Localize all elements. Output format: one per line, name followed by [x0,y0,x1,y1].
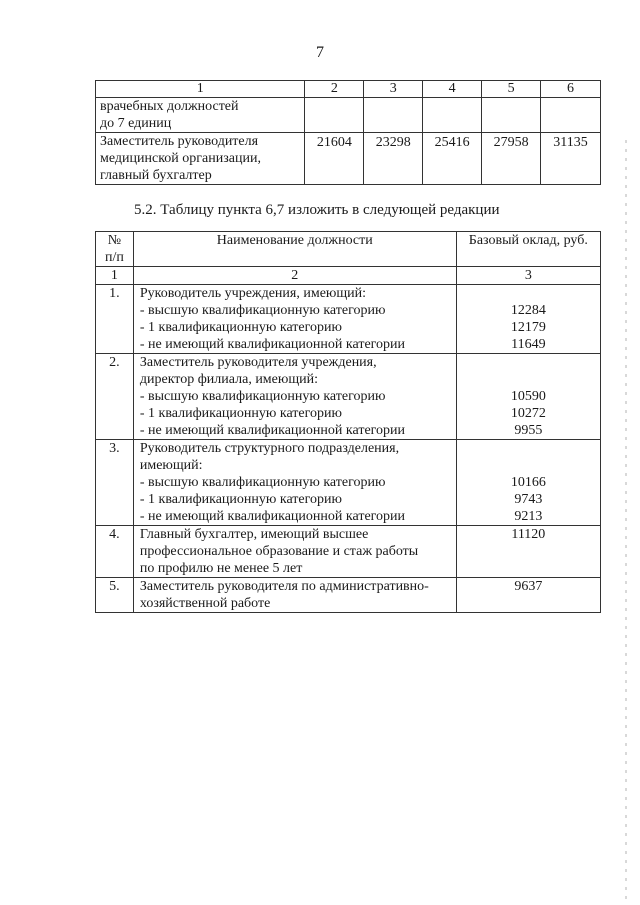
value-cell: 31135 [541,133,601,185]
text-line: - не имеющий квалификационной категории [139,509,406,524]
index-cell: 3 [456,267,600,285]
salary-value [461,354,596,371]
base-salary-table [95,231,601,613]
table2-header-row [96,232,601,267]
table-row [96,133,601,185]
salary-value: 9213 [514,509,543,524]
salary-value: 11120 [511,527,546,542]
value-cell: 21604 [305,133,364,185]
salary-cell [456,578,600,613]
text-line: - не имеющий квалификационной категории [139,337,406,352]
position-name-cell [133,440,456,526]
table1-header-cell: 1 [96,81,305,98]
salary-cell [456,285,600,354]
index-cell: 2 [133,267,456,285]
text-line: - высшую квалификационную категорию [139,389,386,404]
position-name-cell [133,526,456,578]
table-row [96,526,601,578]
salary-value: 10272 [510,406,546,421]
position-name-cell [133,354,456,440]
text-line: до 7 единиц [100,116,172,131]
table-row [96,285,601,354]
salary-table-continued [95,80,601,185]
table1-header-cell: 5 [482,81,541,98]
text-line: директор филиала, имеющий: [139,372,318,387]
position-name-cell [133,285,456,354]
salary-header-cell: Базовый оклад, руб. [456,232,600,267]
text-line: № [107,233,122,248]
table-row [96,440,601,526]
table1-header-row [96,81,601,98]
salary-cell [456,440,600,526]
position-header-cell: Наименование должности [133,232,456,267]
text-line: Заместитель руководителя по административно- [139,579,429,594]
salary-value [461,440,596,457]
table2-index-row [96,267,601,285]
text-line: - 1 квалификационную категорию [139,320,342,335]
row-number-cell: 5. [96,578,134,613]
table1-header-cell: 4 [423,81,482,98]
salary-value [461,371,596,388]
table1-header-cell: 6 [541,81,601,98]
table1-header-cell: 2 [305,81,364,98]
text-line: Руководитель структурного подразделения, [139,441,400,456]
index-cell: 1 [96,267,134,285]
salary-value: 9955 [514,423,543,438]
text-line: - не имеющий квалификационной категории [139,423,406,438]
text-line: Руководитель учреждения, имеющий: [139,286,367,301]
text-line: Заместитель руководителя учреждения, [139,355,377,370]
salary-value: 9637 [514,579,543,594]
position-name-cell [133,578,456,613]
salary-value [461,457,596,474]
page-number: 7 [316,44,324,61]
text-line: Главный бухгалтер, имеющий высшее [139,527,369,542]
table-row [96,354,601,440]
text-line: - высшую квалификационную категорию [139,475,386,490]
section-heading: 5.2. Таблицу пункта 6,7 изложить в следующей редакции [134,202,500,218]
value-cell: 25416 [423,133,482,185]
scan-edge-marks [625,140,627,900]
text-line: - 1 квалификационную категорию [139,406,342,421]
salary-value: 12284 [510,303,546,318]
text-line: профессиональное образование и стаж работы [139,544,419,559]
row-number-cell: 2. [96,354,134,440]
salary-cell [456,526,600,578]
value-cell [305,98,364,133]
text-line: по профилю не менее 5 лет [139,561,303,576]
salary-value: 12179 [510,320,546,335]
value-cell: 27958 [482,133,541,185]
text-line: хозяйственной работе [139,596,271,611]
salary-value: 10590 [510,389,546,404]
text-line: главный бухгалтер [100,168,212,183]
value-cell [541,98,601,133]
table1-header-cell: 3 [364,81,423,98]
salary-value: 9743 [514,492,543,507]
row-number-cell: 4. [96,526,134,578]
value-cell: 23298 [364,133,423,185]
text-line: имеющий: [139,458,203,473]
text-line: п/п [104,250,124,265]
table-row [96,578,601,613]
salary-cell [456,354,600,440]
text-line: врачебных должностей [100,99,239,114]
salary-value: 11649 [511,337,546,352]
row-number-cell: 1. [96,285,134,354]
row-number-cell: 3. [96,440,134,526]
table-row [96,98,601,133]
text-line: медицинской организации, [100,151,261,166]
position-name-cell [96,98,305,133]
salary-value [461,285,596,302]
salary-value: 10166 [510,475,546,490]
position-name-cell [96,133,305,185]
value-cell [482,98,541,133]
text-line: - 1 квалификационную категорию [139,492,342,507]
number-header-cell [96,232,134,267]
value-cell [423,98,482,133]
value-cell [364,98,423,133]
text-line: - высшую квалификационную категорию [139,303,386,318]
text-line: Заместитель руководителя [100,134,259,149]
